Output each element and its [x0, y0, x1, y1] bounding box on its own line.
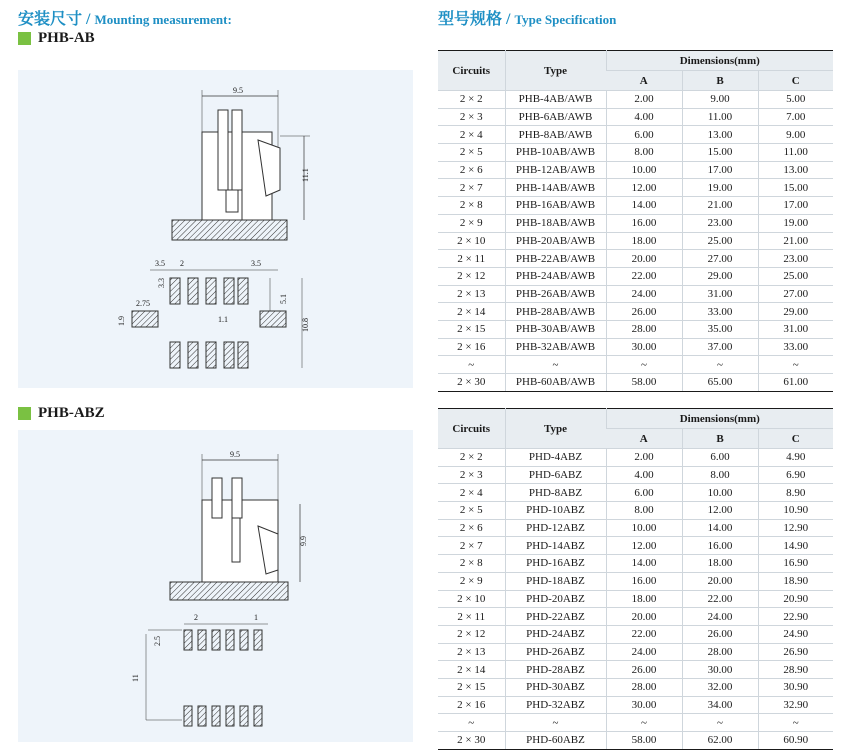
cell-b: 9.00: [682, 91, 758, 109]
cell-b: 18.00: [682, 555, 758, 573]
cell-circuits: 2 × 6: [438, 519, 505, 537]
table-row: [438, 608, 833, 626]
cell-circuits: 2 × 14: [438, 303, 505, 321]
cell-b: 15.00: [682, 144, 758, 162]
cell-circuits: 2 × 12: [438, 267, 505, 285]
cell-circuits: 2 × 5: [438, 502, 505, 520]
cell-c: 28.90: [758, 661, 833, 679]
cell-a: ~: [606, 356, 682, 374]
header-b: B: [682, 71, 758, 91]
cell-type: PHB-14AB/AWB: [505, 179, 606, 197]
dim-height: 9.9: [299, 536, 308, 546]
cell-circuits: 2 × 12: [438, 625, 505, 643]
table-row: [438, 537, 833, 555]
cell-a: 20.00: [606, 250, 682, 268]
table-row: [438, 678, 833, 696]
cell-circuits: 2 × 13: [438, 285, 505, 303]
dim-v1: 3.3: [157, 278, 166, 288]
cell-type: PHB-18AB/AWB: [505, 214, 606, 232]
cell-a: 14.00: [606, 555, 682, 573]
cell-circuits: 2 × 7: [438, 179, 505, 197]
header-type: Type: [505, 51, 606, 91]
dim-v3: 1.9: [117, 316, 126, 326]
table-row: [438, 714, 833, 732]
header-circuits: Circuits: [438, 51, 505, 91]
mounting-heading-en: Mounting measurement:: [94, 12, 232, 27]
dim-v2: 11: [131, 674, 140, 682]
cell-a: 58.00: [606, 732, 682, 750]
cell-circuits: 2 × 16: [438, 338, 505, 356]
header-b: B: [682, 429, 758, 449]
diagram-phb-abz: [18, 430, 413, 742]
cell-b: ~: [682, 356, 758, 374]
cell-a: ~: [606, 714, 682, 732]
cell-circuits: 2 × 7: [438, 537, 505, 555]
table-row: [438, 338, 833, 356]
cell-b: 13.00: [682, 126, 758, 144]
cell-circuits: 2 × 11: [438, 608, 505, 626]
cell-c: 18.90: [758, 572, 833, 590]
green-square-icon: [18, 32, 31, 45]
table-row: [438, 250, 833, 268]
cell-type: PHB-6AB/AWB: [505, 108, 606, 126]
table-row: [438, 214, 833, 232]
dim-pitch-c: 3.5: [251, 259, 261, 268]
cell-a: 20.00: [606, 608, 682, 626]
table-row: [438, 197, 833, 215]
mounting-heading-cn: 安装尺寸 /: [18, 11, 91, 28]
cell-b: 14.00: [682, 519, 758, 537]
cell-type: PHB-32AB/AWB: [505, 338, 606, 356]
cell-c: 24.90: [758, 625, 833, 643]
cell-b: 17.00: [682, 161, 758, 179]
dim-v5: 5.1: [279, 294, 288, 304]
green-square-icon: [18, 407, 31, 420]
table-row: [438, 179, 833, 197]
cell-b: 22.00: [682, 590, 758, 608]
table-row: [438, 126, 833, 144]
cell-b: 6.00: [682, 449, 758, 467]
table-row: [438, 502, 833, 520]
cell-a: 6.00: [606, 126, 682, 144]
table-row: [438, 732, 833, 750]
cell-b: 10.00: [682, 484, 758, 502]
cell-b: 31.00: [682, 285, 758, 303]
table-row: [438, 572, 833, 590]
cell-circuits: 2 × 4: [438, 484, 505, 502]
spec-table-phb-abz: [438, 408, 833, 750]
cell-a: 4.00: [606, 466, 682, 484]
cell-type: PHB-12AB/AWB: [505, 161, 606, 179]
cell-type: PHD-12ABZ: [505, 519, 606, 537]
cell-b: 8.00: [682, 466, 758, 484]
cell-type: ~: [505, 356, 606, 374]
table-row: [438, 374, 833, 392]
cell-type: PHB-16AB/AWB: [505, 197, 606, 215]
cell-a: 16.00: [606, 572, 682, 590]
cell-c: ~: [758, 714, 833, 732]
cell-c: 60.90: [758, 732, 833, 750]
cell-b: 19.00: [682, 179, 758, 197]
cell-c: 10.90: [758, 502, 833, 520]
table-row: [438, 161, 833, 179]
cell-c: 16.90: [758, 555, 833, 573]
cell-b: 30.00: [682, 661, 758, 679]
table-row: [438, 484, 833, 502]
cell-c: 25.00: [758, 267, 833, 285]
header-dimensions: Dimensions(mm): [606, 409, 833, 429]
drawing-phb-abz: [18, 430, 413, 742]
cell-type: PHD-22ABZ: [505, 608, 606, 626]
cell-circuits: 2 × 15: [438, 678, 505, 696]
cell-c: 27.00: [758, 285, 833, 303]
cell-c: ~: [758, 356, 833, 374]
cell-a: 12.00: [606, 537, 682, 555]
cell-c: 29.00: [758, 303, 833, 321]
table-row: [438, 449, 833, 467]
cell-a: 28.00: [606, 678, 682, 696]
cell-c: 31.00: [758, 320, 833, 338]
cell-type: PHD-18ABZ: [505, 572, 606, 590]
cell-c: 33.00: [758, 338, 833, 356]
cell-b: 65.00: [682, 374, 758, 392]
cell-a: 2.00: [606, 91, 682, 109]
cell-circuits: ~: [438, 714, 505, 732]
cell-type: PHD-14ABZ: [505, 537, 606, 555]
cell-a: 8.00: [606, 502, 682, 520]
cell-type: PHD-10ABZ: [505, 502, 606, 520]
table-row: [438, 466, 833, 484]
header-c: C: [758, 71, 833, 91]
cell-a: 30.00: [606, 338, 682, 356]
cell-c: 30.90: [758, 678, 833, 696]
dim-v6: 10.8: [301, 318, 310, 332]
cell-circuits: 2 × 13: [438, 643, 505, 661]
table-row: [438, 144, 833, 162]
dim-pitch-a: 2: [194, 613, 198, 622]
cell-a: 58.00: [606, 374, 682, 392]
table-row: [438, 285, 833, 303]
cell-circuits: 2 × 2: [438, 449, 505, 467]
cell-c: 5.00: [758, 91, 833, 109]
cell-b: 34.00: [682, 696, 758, 714]
spec-heading-en: Type Specification: [514, 12, 617, 27]
dim-v4: 1.1: [218, 315, 228, 324]
table-row: [438, 320, 833, 338]
cell-b: 20.00: [682, 572, 758, 590]
cell-circuits: 2 × 14: [438, 661, 505, 679]
cell-c: 11.00: [758, 144, 833, 162]
section-title-phb-ab: [18, 30, 95, 47]
table-row: [438, 555, 833, 573]
cell-type: PHB-10AB/AWB: [505, 144, 606, 162]
spec-heading: [438, 6, 616, 29]
table-row: [438, 267, 833, 285]
cell-b: 32.00: [682, 678, 758, 696]
cell-circuits: 2 × 3: [438, 466, 505, 484]
cell-a: 8.00: [606, 144, 682, 162]
header-circuits: Circuits: [438, 409, 505, 449]
cell-circuits: 2 × 15: [438, 320, 505, 338]
table-row: [438, 696, 833, 714]
section-title-text: PHB-AB: [38, 30, 95, 46]
cell-circuits: ~: [438, 356, 505, 374]
cell-a: 24.00: [606, 285, 682, 303]
cell-type: PHD-6ABZ: [505, 466, 606, 484]
cell-a: 4.00: [606, 108, 682, 126]
spec-heading-cn: 型号规格 /: [438, 11, 511, 28]
cell-c: 23.00: [758, 250, 833, 268]
cell-a: 28.00: [606, 320, 682, 338]
dim-pitch-b: 1: [254, 613, 258, 622]
table-row: [438, 303, 833, 321]
cell-type: PHD-32ABZ: [505, 696, 606, 714]
cell-c: 6.90: [758, 466, 833, 484]
cell-a: 30.00: [606, 696, 682, 714]
spec-table-phb-ab: [438, 50, 833, 392]
cell-type: PHD-30ABZ: [505, 678, 606, 696]
cell-b: 37.00: [682, 338, 758, 356]
cell-type: ~: [505, 714, 606, 732]
table-row: [438, 519, 833, 537]
cell-circuits: 2 × 5: [438, 144, 505, 162]
cell-circuits: 2 × 9: [438, 572, 505, 590]
cell-c: 21.00: [758, 232, 833, 250]
cell-b: 21.00: [682, 197, 758, 215]
table-row: [438, 590, 833, 608]
cell-a: 18.00: [606, 590, 682, 608]
cell-c: 14.90: [758, 537, 833, 555]
dim-height: 11.1: [301, 168, 310, 182]
cell-type: PHB-26AB/AWB: [505, 285, 606, 303]
dim-v1: 2.5: [153, 636, 162, 646]
cell-type: PHB-4AB/AWB: [505, 91, 606, 109]
header-a: A: [606, 429, 682, 449]
dim-v2: 2.75: [136, 299, 150, 308]
table-row: [438, 232, 833, 250]
cell-c: 9.00: [758, 126, 833, 144]
cell-type: PHD-4ABZ: [505, 449, 606, 467]
section-title-text: PHB-ABZ: [38, 405, 105, 421]
cell-type: PHB-22AB/AWB: [505, 250, 606, 268]
cell-circuits: 2 × 6: [438, 161, 505, 179]
header-dimensions: Dimensions(mm): [606, 51, 833, 71]
cell-type: PHD-16ABZ: [505, 555, 606, 573]
cell-type: PHD-26ABZ: [505, 643, 606, 661]
cell-a: 22.00: [606, 267, 682, 285]
cell-b: 23.00: [682, 214, 758, 232]
cell-b: 24.00: [682, 608, 758, 626]
diagram-phb-ab: [18, 70, 413, 388]
section-title-phb-abz: [18, 405, 105, 422]
header-type: Type: [505, 409, 606, 449]
mounting-heading: [18, 6, 232, 29]
cell-circuits: 2 × 4: [438, 126, 505, 144]
cell-b: 25.00: [682, 232, 758, 250]
cell-type: PHD-28ABZ: [505, 661, 606, 679]
header-a: A: [606, 71, 682, 91]
cell-circuits: 2 × 11: [438, 250, 505, 268]
cell-b: 12.00: [682, 502, 758, 520]
cell-c: 12.90: [758, 519, 833, 537]
cell-c: 13.00: [758, 161, 833, 179]
cell-type: PHB-60AB/AWB: [505, 374, 606, 392]
table-body: [438, 91, 833, 392]
cell-c: 22.90: [758, 608, 833, 626]
cell-a: 6.00: [606, 484, 682, 502]
cell-c: 20.90: [758, 590, 833, 608]
cell-type: PHB-30AB/AWB: [505, 320, 606, 338]
table-row: [438, 91, 833, 109]
cell-a: 26.00: [606, 303, 682, 321]
cell-circuits: 2 × 30: [438, 732, 505, 750]
cell-a: 24.00: [606, 643, 682, 661]
cell-b: 27.00: [682, 250, 758, 268]
cell-b: 35.00: [682, 320, 758, 338]
cell-type: PHB-24AB/AWB: [505, 267, 606, 285]
cell-circuits: 2 × 2: [438, 91, 505, 109]
cell-circuits: 2 × 16: [438, 696, 505, 714]
cell-type: PHB-28AB/AWB: [505, 303, 606, 321]
cell-circuits: 2 × 10: [438, 590, 505, 608]
table-row: [438, 108, 833, 126]
cell-circuits: 2 × 3: [438, 108, 505, 126]
cell-type: PHD-20ABZ: [505, 590, 606, 608]
cell-circuits: 2 × 8: [438, 197, 505, 215]
cell-c: 15.00: [758, 179, 833, 197]
table-body: [438, 449, 833, 750]
cell-a: 22.00: [606, 625, 682, 643]
table-row: [438, 356, 833, 374]
cell-a: 18.00: [606, 232, 682, 250]
cell-c: 19.00: [758, 214, 833, 232]
dim-width: 9.5: [230, 450, 240, 459]
cell-type: PHD-8ABZ: [505, 484, 606, 502]
cell-type: PHD-24ABZ: [505, 625, 606, 643]
cell-c: 61.00: [758, 374, 833, 392]
cell-type: PHB-20AB/AWB: [505, 232, 606, 250]
table-row: [438, 643, 833, 661]
table-row: [438, 661, 833, 679]
cell-a: 10.00: [606, 519, 682, 537]
cell-b: 11.00: [682, 108, 758, 126]
cell-a: 26.00: [606, 661, 682, 679]
header-c: C: [758, 429, 833, 449]
cell-type: PHB-8AB/AWB: [505, 126, 606, 144]
cell-circuits: 2 × 8: [438, 555, 505, 573]
cell-circuits: 2 × 10: [438, 232, 505, 250]
cell-b: 26.00: [682, 625, 758, 643]
drawing-phb-ab: [18, 70, 413, 388]
table-row: [438, 625, 833, 643]
cell-circuits: 2 × 30: [438, 374, 505, 392]
cell-circuits: 2 × 9: [438, 214, 505, 232]
cell-a: 2.00: [606, 449, 682, 467]
cell-b: 28.00: [682, 643, 758, 661]
dim-pitch-a: 3.5: [155, 259, 165, 268]
dim-pitch-b: 2: [180, 259, 184, 268]
cell-c: 7.00: [758, 108, 833, 126]
cell-c: 8.90: [758, 484, 833, 502]
cell-a: 12.00: [606, 179, 682, 197]
cell-b: ~: [682, 714, 758, 732]
cell-a: 10.00: [606, 161, 682, 179]
cell-c: 17.00: [758, 197, 833, 215]
cell-b: 33.00: [682, 303, 758, 321]
cell-b: 29.00: [682, 267, 758, 285]
cell-b: 16.00: [682, 537, 758, 555]
cell-b: 62.00: [682, 732, 758, 750]
cell-c: 32.90: [758, 696, 833, 714]
cell-a: 16.00: [606, 214, 682, 232]
dim-width: 9.5: [233, 86, 243, 95]
cell-a: 14.00: [606, 197, 682, 215]
cell-c: 26.90: [758, 643, 833, 661]
cell-c: 4.90: [758, 449, 833, 467]
cell-type: PHD-60ABZ: [505, 732, 606, 750]
